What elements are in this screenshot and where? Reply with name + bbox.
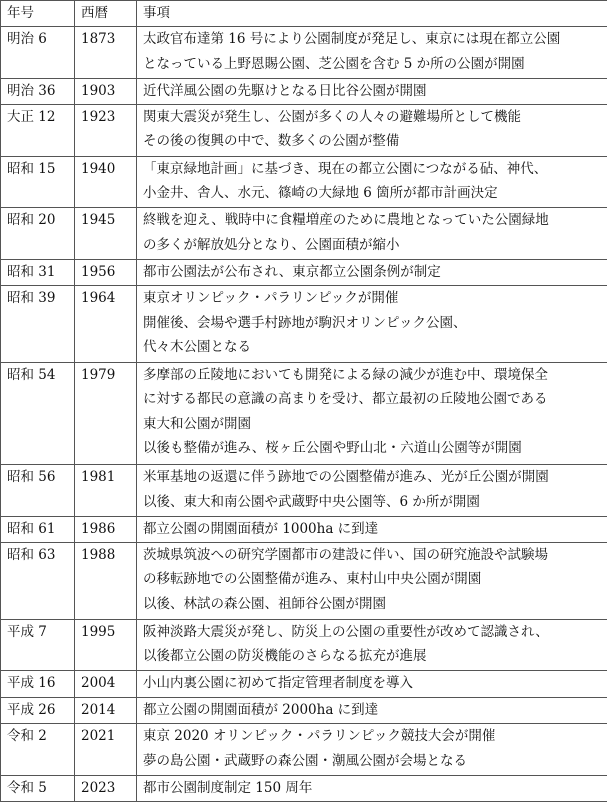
event-cell bbox=[137, 542, 607, 619]
event-line: 近代洋風公園の先駆けとなる日比谷公園が開園 bbox=[143, 82, 427, 99]
event-cell bbox=[137, 516, 607, 542]
event-cell bbox=[137, 465, 607, 517]
event-line: 小金井、舎人、水元、篠崎の大緑地 6 箇所が都市計画決定 bbox=[143, 185, 498, 201]
year-cell: 1986 bbox=[75, 516, 137, 542]
event-line: 以後も整備が進み、桜ヶ丘公園や野山北・六道山公園等が開園 bbox=[143, 440, 522, 457]
event-cell bbox=[137, 671, 607, 697]
header-year: 西暦 bbox=[75, 1, 137, 27]
event-line: の多くが解放処分となり、公園面積が縮小 bbox=[143, 236, 400, 253]
event-line: 夢の島公園・武蔵野の森公園・潮風公園が会場となる bbox=[143, 752, 467, 769]
event-line: 茨城県筑波への研究学園都市の建設に伴い、国の研究施設や試験場 bbox=[143, 546, 548, 563]
event-line: 以後、林試の森公園、祖師谷公園が開園 bbox=[143, 595, 386, 612]
event-line: に対する都民の意識の高まりを受け、都立最初の丘陵地公園である bbox=[143, 391, 548, 408]
year-cell: 1923 bbox=[75, 104, 137, 156]
header-era: 年号 bbox=[1, 1, 75, 27]
table-row bbox=[1, 156, 607, 208]
table-row bbox=[1, 362, 607, 464]
table-header-row bbox=[1, 1, 607, 27]
event-line: 東京 2020 オリンピック・パラリンピック競技大会が開催 bbox=[143, 728, 496, 745]
era-cell: 明治 36 bbox=[1, 78, 75, 104]
event-line: 都立公園の開園面積が 1000ha に到達 bbox=[143, 520, 379, 537]
event-cell bbox=[137, 78, 607, 104]
table-row bbox=[1, 27, 607, 79]
event-line: 以後都立公園の防災機能のさらなる拡充が進展 bbox=[143, 648, 427, 665]
era-cell: 平成 26 bbox=[1, 697, 75, 723]
year-cell: 2014 bbox=[75, 697, 137, 723]
era-cell: 令和 2 bbox=[1, 724, 75, 776]
table-row bbox=[1, 542, 607, 619]
era-cell: 昭和 31 bbox=[1, 259, 75, 285]
table-row bbox=[1, 697, 607, 723]
event-line: 以後、東大和南公園や武蔵野中央公園等、6 か所が開園 bbox=[143, 493, 480, 510]
event-cell bbox=[137, 775, 607, 801]
year-cell: 2021 bbox=[75, 724, 137, 776]
event-line: となっている上野恩賜公園、芝公園を含む 5 か所の公園が開園 bbox=[143, 55, 525, 72]
event-line: 太政官布達第 16 号により公園制度が発足し、東京には現在都立公園 bbox=[143, 31, 561, 47]
year-cell: 2004 bbox=[75, 671, 137, 697]
event-line: 関東大震災が発生し、公園が多くの人々の避難場所として機能 bbox=[143, 108, 521, 125]
event-line: 小山内裏公園に初めて指定管理者制度を導入 bbox=[143, 675, 413, 692]
year-cell: 1903 bbox=[75, 78, 137, 104]
event-line: 終戦を迎え、戦時中に食糧増産のために農地となっていた公園緑地 bbox=[143, 212, 549, 229]
event-line: 東京オリンピック・パラリンピックが開催 bbox=[143, 290, 399, 306]
table-row bbox=[1, 465, 607, 517]
year-cell: 1940 bbox=[75, 156, 137, 208]
era-cell: 平成 7 bbox=[1, 619, 75, 671]
table-row bbox=[1, 259, 607, 285]
era-cell: 昭和 15 bbox=[1, 156, 75, 208]
year-cell: 1873 bbox=[75, 27, 137, 79]
event-line: 多摩部の丘陵地においても開発による緑の減少が進む中、環境保全 bbox=[143, 366, 548, 383]
era-cell: 明治 6 bbox=[1, 27, 75, 79]
event-cell bbox=[137, 208, 607, 260]
event-line: 阪神淡路大震災が発し、防災上の公園の重要性が改めて認識され、 bbox=[143, 623, 549, 640]
year-cell: 1988 bbox=[75, 542, 137, 619]
year-cell: 1956 bbox=[75, 259, 137, 285]
event-cell bbox=[137, 697, 607, 723]
year-cell: 1995 bbox=[75, 619, 137, 671]
era-cell: 昭和 61 bbox=[1, 516, 75, 542]
event-line: その後の復興の中で、数多くの公園が整備 bbox=[143, 133, 400, 150]
event-line: 代々木公園となる bbox=[143, 339, 251, 355]
year-cell: 2023 bbox=[75, 775, 137, 801]
event-line: 都市公園制度制定 150 周年 bbox=[143, 779, 313, 796]
event-line: 東大和公園が開園 bbox=[143, 415, 251, 432]
header-event: 事項 bbox=[137, 1, 607, 27]
era-cell: 昭和 54 bbox=[1, 362, 75, 464]
era-cell: 昭和 20 bbox=[1, 208, 75, 260]
year-cell: 1979 bbox=[75, 362, 137, 464]
era-cell: 大正 12 bbox=[1, 104, 75, 156]
era-cell: 昭和 56 bbox=[1, 465, 75, 517]
table-row bbox=[1, 671, 607, 697]
year-cell: 1945 bbox=[75, 208, 137, 260]
event-cell bbox=[137, 286, 607, 363]
event-cell bbox=[137, 27, 607, 79]
year-cell: 1964 bbox=[75, 286, 137, 363]
era-cell: 平成 16 bbox=[1, 671, 75, 697]
event-cell bbox=[137, 259, 607, 285]
era-cell: 昭和 63 bbox=[1, 542, 75, 619]
event-cell bbox=[137, 104, 607, 156]
table-row bbox=[1, 208, 607, 260]
table-row bbox=[1, 78, 607, 104]
event-line: 開催後、会場や選手村跡地が駒沢オリンピック公園、 bbox=[143, 314, 467, 331]
table-row bbox=[1, 104, 607, 156]
era-cell: 昭和 39 bbox=[1, 286, 75, 363]
event-line: の移転跡地での公園整備が進み、東村山中央公園が開園 bbox=[143, 571, 482, 588]
event-line: 都市公園法が公布され、東京都立公園条例が制定 bbox=[143, 263, 441, 280]
event-line: 「東京緑地計画」に基づき、現在の都立公園につながる砧、神代、 bbox=[143, 160, 548, 177]
table-row bbox=[1, 775, 607, 801]
table-row bbox=[1, 724, 607, 776]
year-cell: 1981 bbox=[75, 465, 137, 517]
table-row bbox=[1, 619, 607, 671]
event-line: 米軍基地の返還に伴う跡地での公園整備が進み、光が丘公園が開園 bbox=[143, 469, 549, 486]
event-line: 都立公園の開園面積が 2000ha に到達 bbox=[143, 701, 379, 718]
era-cell: 令和 5 bbox=[1, 775, 75, 801]
event-cell bbox=[137, 724, 607, 776]
table-body bbox=[1, 27, 607, 802]
table-row bbox=[1, 516, 607, 542]
event-cell bbox=[137, 619, 607, 671]
event-cell bbox=[137, 362, 607, 464]
table-row bbox=[1, 286, 607, 363]
event-cell bbox=[137, 156, 607, 208]
